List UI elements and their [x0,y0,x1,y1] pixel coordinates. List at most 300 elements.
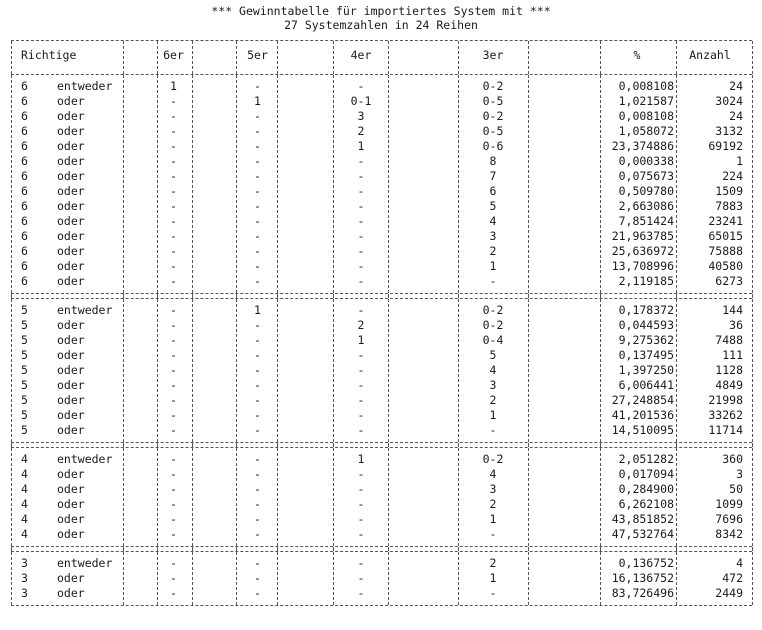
table-cell: 6 [21,229,28,243]
table-cell: 5 [489,199,497,213]
table-cell: oder [57,184,85,198]
table-cell: - [357,363,365,377]
table-cell: - [170,393,177,407]
table-cell: 3 [21,571,28,585]
table-cell: 9,275362 [618,333,674,347]
table-cell: 0-2 [482,303,504,317]
column-divider [752,299,753,442]
column-divider [123,299,124,442]
column-divider [600,448,601,546]
table-cell: 7 [489,169,497,183]
table-cell: oder [57,497,85,511]
column-divider [600,41,601,74]
table-cell: 1 [489,259,497,273]
table-cell: 27,248854 [611,393,674,407]
column-divider [752,41,753,74]
table-cell: 0-5 [482,94,504,108]
column-divider [752,443,753,447]
table-cell: 2 [357,124,365,138]
column-divider [600,75,601,293]
column-divider [333,41,334,74]
table-cell: - [357,482,365,496]
table-cell: 4 [736,556,743,570]
table-cell: - [170,423,177,437]
table-cell: - [357,408,365,422]
table-cell: 0,044593 [618,318,674,332]
table-cell: - [170,333,177,347]
column-divider [157,552,158,605]
table-cell: 1 [736,154,743,168]
column-divider [236,448,237,546]
table-cell: 33262 [708,408,743,422]
column-divider [123,75,124,293]
table-cell: - [170,303,177,317]
table-cell: - [170,378,177,392]
table-cell: - [254,423,261,437]
table-cell: - [254,378,261,392]
table-cell: 1099 [715,497,743,511]
table-cell: - [170,214,177,228]
table-cell: 6 [21,199,28,213]
column-header: 6er [163,48,184,62]
column-divider [458,448,459,546]
table-cell: - [254,79,261,93]
column-divider [752,552,753,605]
table-cell: oder [57,348,85,362]
table-cell: 6 [21,274,28,288]
table-cell: - [170,586,177,600]
table-cell: - [357,556,365,570]
table-cell: - [357,229,365,243]
table-cell: - [357,527,365,541]
table-cell: oder [57,408,85,422]
table-cell: oder [57,423,85,437]
table-cell: entweder [57,556,113,570]
table-cell: - [170,94,177,108]
column-divider [157,41,158,74]
separator-line [11,605,752,606]
table-cell: 0,509780 [618,184,674,198]
table-cell: 360 [722,452,743,466]
table-cell: 16,136752 [611,571,674,585]
table-cell: - [170,408,177,422]
table-cell: 5 [21,378,28,392]
table-cell: - [170,154,177,168]
table-cell: - [357,512,365,526]
table-cell: 75888 [708,244,743,258]
column-divider [192,75,193,293]
table-cell: oder [57,512,85,526]
table-cell: 24 [729,79,743,93]
table-cell: - [254,512,261,526]
table-cell: 13,708996 [611,259,674,273]
column-divider [458,299,459,442]
table-cell: 0,284900 [618,482,674,496]
table-cell: - [357,586,365,600]
column-divider [277,41,278,74]
table-cell: 5 [21,393,28,407]
table-cell: 6 [21,184,28,198]
table-cell: 6,262108 [618,497,674,511]
table-cell: 6 [21,79,28,93]
column-divider [388,552,389,605]
table-cell: 5 [21,408,28,422]
table-cell: 0-2 [482,79,504,93]
table-cell: 6 [21,124,28,138]
column-divider [458,552,459,605]
table-cell: 40580 [708,259,743,273]
table-cell: - [254,482,261,496]
table-cell: - [254,124,261,138]
column-divider [388,299,389,442]
column-divider [277,299,278,442]
table-cell: entweder [57,79,113,93]
table-cell: - [254,259,261,273]
table-cell: - [254,333,261,347]
table-cell: - [254,229,261,243]
table-cell: 1 [489,408,497,422]
column-divider [752,75,753,293]
table-cell: 4 [21,512,28,526]
table-cell: 2,051282 [618,452,674,466]
table-cell: oder [57,229,85,243]
column-divider [277,75,278,293]
table-cell: - [357,154,365,168]
table-cell: 21,963785 [611,229,674,243]
table-cell: oder [57,318,85,332]
column-header: 4er [350,48,372,62]
table-cell: 4 [489,467,497,481]
column-divider [528,41,529,74]
column-divider [600,552,601,605]
table-cell: - [489,423,497,437]
table-cell: 5 [21,318,28,332]
table-cell: 0,136752 [618,556,674,570]
table-cell: - [357,497,365,511]
table-cell: - [254,139,261,153]
table-cell: - [254,408,261,422]
table-cell: 5 [21,423,28,437]
table-cell: entweder [57,303,113,317]
column-divider [157,299,158,442]
table-cell: - [357,169,365,183]
table-cell: - [357,467,365,481]
table-cell: oder [57,467,85,481]
table-cell: - [254,184,261,198]
column-divider [676,41,677,74]
table-cell: 1,021587 [618,94,674,108]
column-divider [11,552,12,605]
table-cell: - [489,586,497,600]
table-cell: - [170,467,177,481]
column-divider [676,299,677,442]
table-cell: oder [57,482,85,496]
column-divider [157,75,158,293]
table-cell: 1 [254,94,261,108]
title-line-2: 27 Systemzahlen in 24 Reihen [284,18,478,32]
table-cell: - [170,184,177,198]
table-cell: 2449 [715,586,743,600]
table-cell: 36 [729,318,743,332]
table-cell: - [170,512,177,526]
table-cell: 1 [489,571,497,585]
table-cell: - [170,229,177,243]
table-cell: - [254,497,261,511]
column-divider [11,299,12,442]
column-divider [123,41,124,74]
column-divider [752,448,753,546]
table-cell: oder [57,259,85,273]
table-cell: 4 [21,482,28,496]
table-cell: 25,636972 [611,244,674,258]
table-cell: 5 [489,348,497,362]
table-cell: 4 [489,214,497,228]
table-cell: 6 [21,154,28,168]
table-cell: - [357,393,365,407]
table-cell: 6 [21,214,28,228]
table-cell: - [170,363,177,377]
table-cell: oder [57,274,85,288]
table-cell: 1 [357,452,365,466]
table-cell: 6 [21,94,28,108]
table-cell: 3024 [715,94,743,108]
table-cell: - [254,274,261,288]
table-cell: - [357,259,365,273]
table-cell: 0,008108 [618,79,674,93]
table-cell: 21998 [708,393,743,407]
table-cell: 3 [21,556,28,570]
table-cell: - [489,527,497,541]
table-cell: oder [57,363,85,377]
table-cell: 5 [21,333,28,347]
table-cell: 1,397250 [618,363,674,377]
table-cell: oder [57,393,85,407]
table-cell: 0-6 [482,139,504,153]
table-cell: - [357,244,365,258]
column-divider [11,75,12,293]
table-cell: 4 [21,527,28,541]
table-cell: 2,119185 [618,274,674,288]
table-cell: - [254,556,261,570]
table-cell: - [357,184,365,198]
table-cell: 6 [21,139,28,153]
table-cell: 14,510095 [611,423,674,437]
column-divider [676,552,677,605]
table-cell: - [254,363,261,377]
column-header: % [633,48,641,62]
table-cell: oder [57,214,85,228]
table-cell: - [254,393,261,407]
table-cell: - [357,571,365,585]
table-cell: - [254,586,261,600]
table-cell: 6,006441 [618,378,674,392]
table-cell: 6 [21,259,28,273]
column-divider [236,299,237,442]
table-cell: 0,075673 [618,169,674,183]
table-cell: 69192 [708,139,743,153]
table-cell: 43,851852 [611,512,674,526]
table-cell: - [357,348,365,362]
column-divider [458,41,459,74]
table-cell: - [357,214,365,228]
table-cell: - [254,527,261,541]
table-cell: oder [57,124,85,138]
table-cell: 47,532764 [611,527,674,541]
table-cell: - [357,79,365,93]
column-divider [528,75,529,293]
column-divider [600,299,601,442]
table-cell: 2 [357,318,365,332]
table-cell: 0-1 [350,94,372,108]
table-cell: 1 [170,79,177,93]
table-cell: 4 [489,363,497,377]
table-cell: 65015 [708,229,743,243]
table-cell: 2 [489,556,497,570]
table-cell: 0-4 [482,333,504,347]
table-cell: 2 [489,497,497,511]
table-cell: 3 [357,109,365,123]
table-cell: 3132 [715,124,743,138]
table-cell: 0,000338 [618,154,674,168]
table-cell: 41,201536 [611,408,674,422]
table-cell: - [170,139,177,153]
table-cell: 3 [21,586,28,600]
table-cell: - [170,452,177,466]
column-divider [11,448,12,546]
table-cell: 3 [489,482,497,496]
table-cell: - [254,452,261,466]
table-cell: 0,178372 [618,303,674,317]
column-divider [11,41,12,74]
table-cell: 4 [21,497,28,511]
column-divider [388,75,389,293]
table-cell: 4849 [715,378,743,392]
column-divider [277,448,278,546]
table-cell: 472 [722,571,743,585]
table-cell: 111 [722,348,743,362]
column-divider [192,448,193,546]
table-cell: 4 [21,452,28,466]
table-cell: oder [57,139,85,153]
table-cell: oder [57,169,85,183]
table-cell: 1128 [715,363,743,377]
table-cell: - [170,124,177,138]
table-cell: - [254,109,261,123]
table-cell: 7883 [715,199,743,213]
column-divider [277,552,278,605]
column-divider [236,75,237,293]
table-cell: - [357,378,365,392]
column-header: Anzahl [689,48,731,62]
table-cell: oder [57,333,85,347]
table-cell: oder [57,378,85,392]
table-cell: 1 [357,333,365,347]
column-divider [236,552,237,605]
table-cell: 2,663086 [618,199,674,213]
table-cell: 5 [21,363,28,377]
table-cell: oder [57,527,85,541]
table-cell: oder [57,154,85,168]
table-cell: - [254,348,261,362]
table-cell: 83,726496 [611,586,674,600]
column-divider [192,552,193,605]
table-cell: 23241 [708,214,743,228]
table-cell: 7488 [715,333,743,347]
table-cell: 1 [489,512,497,526]
column-header: 3er [482,48,504,62]
column-divider [333,448,334,546]
table-cell: 6 [489,184,497,198]
column-divider [333,75,334,293]
table-cell: oder [57,94,85,108]
table-cell: 0,008108 [618,109,674,123]
table-cell: 1509 [715,184,743,198]
table-cell: oder [57,586,85,600]
column-divider [236,41,237,74]
column-header: Richtige [21,48,77,62]
table-cell: - [170,199,177,213]
table-cell: entweder [57,452,113,466]
column-divider [192,41,193,74]
column-divider [333,552,334,605]
table-cell: 7,851424 [618,214,674,228]
table-cell: 1 [254,303,261,317]
column-divider [157,448,158,546]
table-cell: - [357,303,365,317]
table-cell: 4 [21,467,28,481]
table-cell: 3 [489,378,497,392]
column-divider [528,448,529,546]
table-cell: 0-5 [482,124,504,138]
table-cell: 2 [489,393,497,407]
table-cell: - [357,423,365,437]
column-divider [123,552,124,605]
table-cell: 144 [722,303,743,317]
table-cell: - [170,571,177,585]
table-cell: 6 [21,244,28,258]
table-cell: 0-2 [482,109,504,123]
column-divider [676,75,677,293]
table-cell: 5 [21,348,28,362]
column-divider [528,299,529,442]
column-divider [388,448,389,546]
table-cell: 8 [489,154,497,168]
table-cell: - [170,482,177,496]
table-cell: - [357,274,365,288]
table-cell: - [254,571,261,585]
table-cell: 6 [21,109,28,123]
table-cell: 23,374886 [611,139,674,153]
table-cell: - [254,214,261,228]
table-cell: 0-2 [482,452,504,466]
table-cell: oder [57,244,85,258]
table-cell: 0,017094 [618,467,674,481]
table-cell: - [254,154,261,168]
table-cell: 6273 [715,274,743,288]
title-line-1: *** Gewinntabelle für importiertes System mit *** [211,4,551,18]
table-cell: - [170,556,177,570]
column-divider [458,75,459,293]
table-cell: 1,058072 [618,124,674,138]
table-cell: - [170,497,177,511]
table-cell: oder [57,109,85,123]
table-cell: - [254,467,261,481]
table-cell: - [254,244,261,258]
table-cell: 50 [729,482,743,496]
table-cell: - [170,109,177,123]
table-cell: - [357,199,365,213]
table-cell: - [489,274,497,288]
